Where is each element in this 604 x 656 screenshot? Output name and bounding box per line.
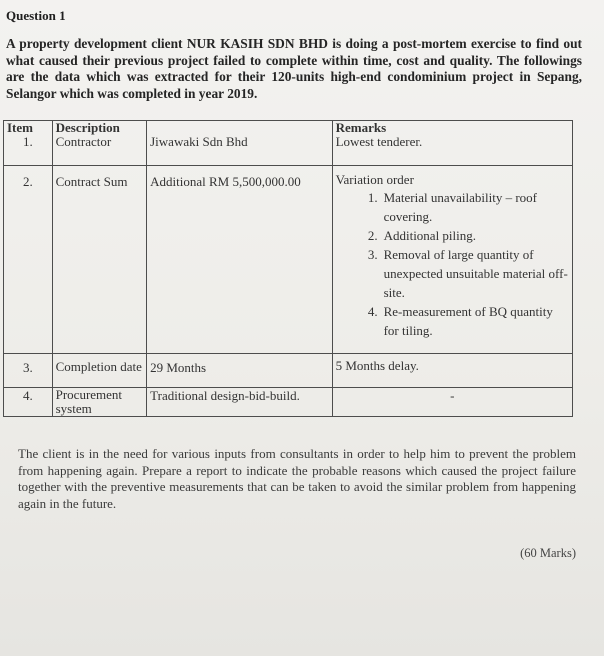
list-item: 4. Re-measurement of BQ quantity for tiling.	[367, 304, 553, 338]
item-number: 1.	[22, 134, 33, 149]
table-row	[4, 354, 573, 388]
detail-value: Jiwawaki Sdn Bhd	[150, 134, 248, 149]
description-header: Description	[55, 120, 120, 135]
description-value: Contractor	[55, 134, 112, 149]
remarks-cell	[332, 166, 572, 354]
remarks-cell	[332, 121, 572, 166]
item-number: 2.	[4, 166, 53, 354]
project-data-table	[3, 120, 573, 417]
remarks-value: Lowest tenderer.	[335, 134, 423, 149]
remarks-title: Variation order	[335, 172, 414, 187]
table-row	[4, 388, 573, 417]
description-value: Procurement system	[52, 388, 147, 417]
detail-value: 29 Months	[147, 354, 332, 388]
remarks-value: -	[332, 388, 572, 417]
list-item: 3. Removal of large quantity of unexpected unsuitable material off-site.	[367, 247, 568, 300]
table-row	[4, 121, 573, 166]
description-value: Completion date	[52, 354, 147, 388]
task-instructions	[18, 446, 576, 513]
remarks-value: 5 Months delay.	[332, 354, 572, 388]
instructions-paragraph: The client is in the need for various inputs from consultants in order to help him to prevent the problem from happening again. Prepare a report to indicate the probable reasons which caused the project failure together with the preventive measurements that can be taken to avoid the similar problem from happening again in the future.	[18, 446, 576, 512]
remarks-header: Remarks	[335, 120, 387, 135]
detail-cell	[147, 121, 332, 166]
list-item: 1. Material unavailability – roof covering.	[367, 190, 538, 224]
intro-paragraph: A property development client NUR KASIH SDN BHD is doing a post-mortem exercise to find out what caused their previous project failed to complete within time, cost and quality. The followings are the data which was extracted for their 120-units high-end condominium project in Sepang, Selangor which was completed in year 2019.	[6, 36, 582, 101]
marks-label: (60 Marks)	[520, 546, 576, 560]
item-header: Item	[7, 120, 33, 135]
table-row	[4, 166, 573, 354]
question-title: Question 1	[6, 8, 66, 23]
item-number: 3.	[4, 354, 53, 388]
list-item: 2. Additional piling.	[367, 228, 477, 243]
item-cell	[4, 121, 53, 166]
description-cell	[52, 121, 147, 166]
remarks-list	[336, 188, 569, 340]
question-intro	[6, 36, 582, 102]
description-value: Contract Sum	[52, 166, 147, 354]
item-number: 4.	[4, 388, 53, 417]
detail-value: Additional RM 5,500,000.00	[147, 166, 332, 354]
detail-value: Traditional design-bid-build.	[147, 388, 332, 417]
